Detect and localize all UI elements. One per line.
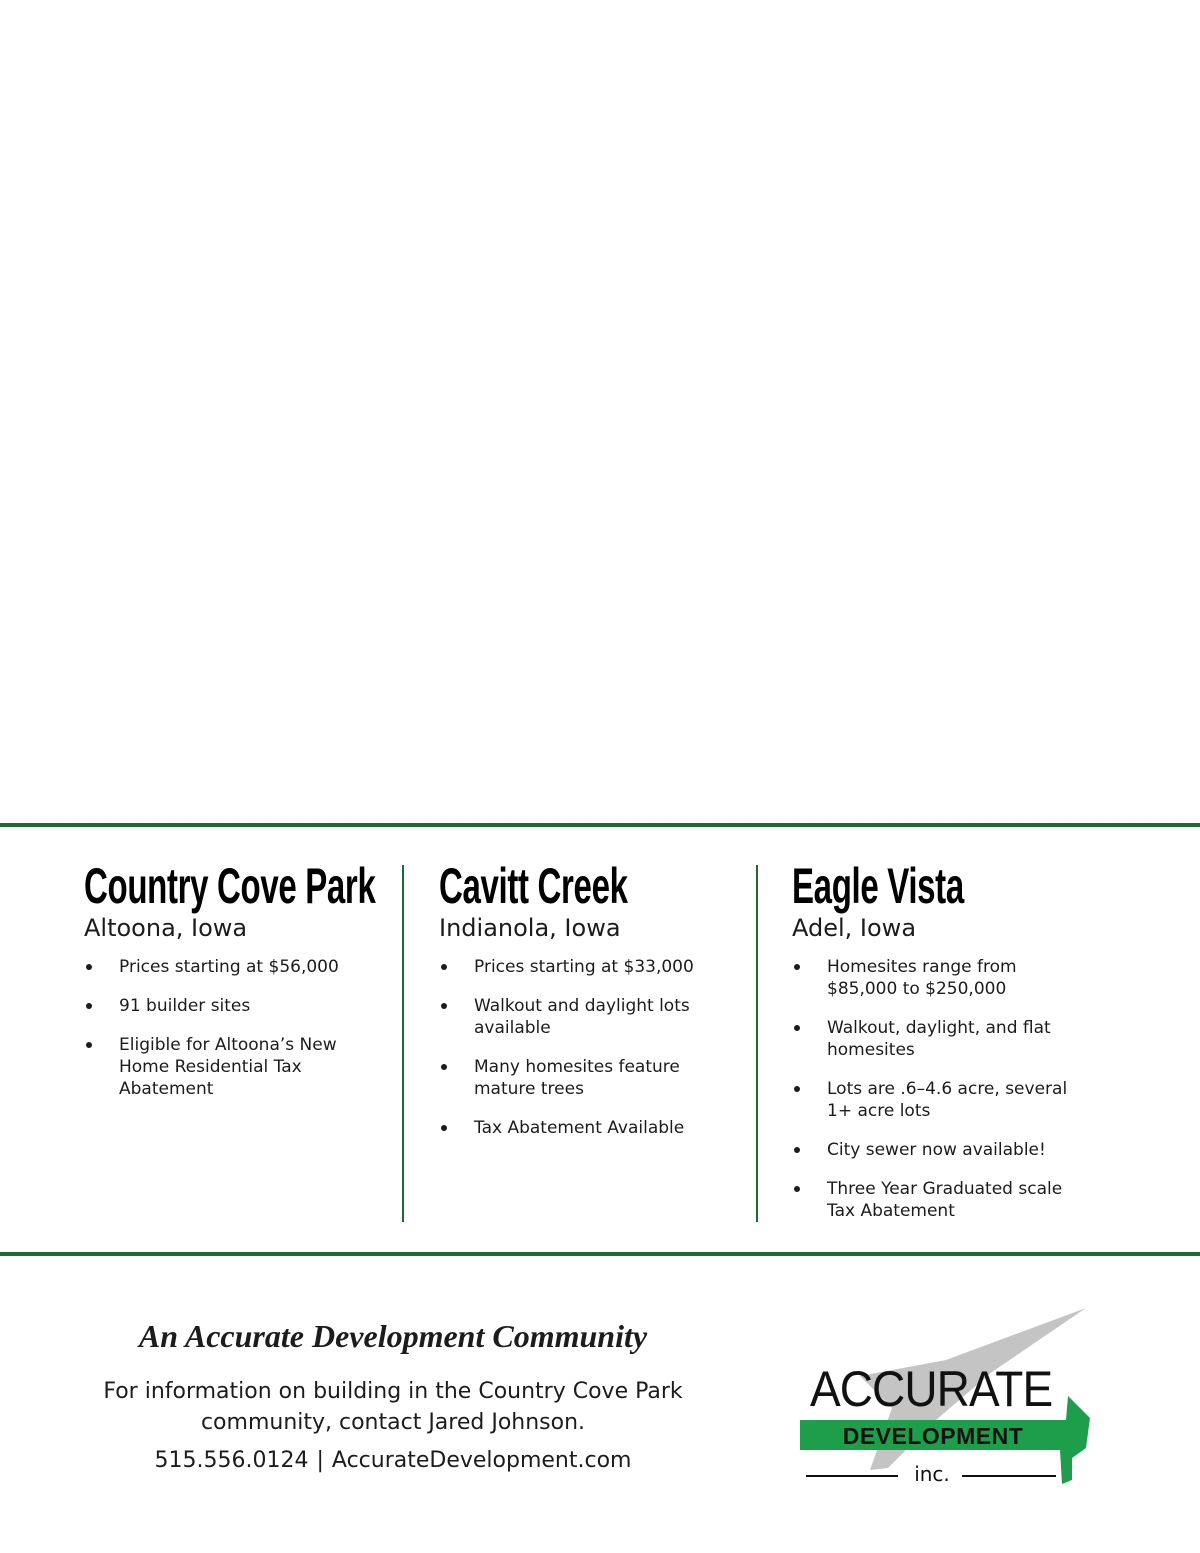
bullet-icon [441, 964, 447, 970]
website-link[interactable]: AccurateDevelopment.com [331, 1448, 632, 1473]
community-location: Indianola, Iowa [439, 914, 621, 942]
feature-item: Tax Abatement Available [439, 1117, 724, 1139]
contact-line [60, 1446, 726, 1476]
bullet-icon [794, 1186, 800, 1192]
bottom-divider-rule [0, 1252, 1200, 1256]
feature-item: Many homesites feature mature trees [439, 1056, 724, 1100]
top-divider-rule [0, 823, 1200, 827]
feature-item: Walkout, daylight, and flat homesites [792, 1017, 1077, 1061]
community-column-cavitt-creek [439, 858, 739, 1156]
logo-word-inc: inc. [914, 1462, 950, 1486]
community-name: Cavitt Creek [439, 858, 628, 914]
contact-info-text [60, 1376, 726, 1438]
feature-list [84, 956, 384, 1100]
bullet-icon [86, 964, 92, 970]
logo-word-accurate: ACCURATE [810, 1361, 1053, 1417]
bullet-icon [794, 1147, 800, 1153]
feature-list [792, 956, 1092, 1222]
phone-number: 515.556.0124 [154, 1448, 309, 1473]
community-column-country-cove-park [84, 858, 384, 1117]
feature-item: Homesites range from $85,000 to $250,000 [792, 956, 1077, 1000]
bullet-icon [794, 1025, 800, 1031]
bullet-icon [441, 1064, 447, 1070]
feature-item: Prices starting at $33,000 [439, 956, 724, 978]
contact-separator: | [316, 1448, 324, 1473]
feature-item: 91 builder sites [84, 995, 369, 1017]
community-name: Country Cove Park [84, 858, 376, 914]
community-location: Altoona, Iowa [84, 914, 248, 942]
bullet-icon [86, 1003, 92, 1009]
feature-item: Prices starting at $56,000 [84, 956, 369, 978]
community-name: Eagle Vista [792, 858, 964, 914]
feature-item: Three Year Graduated scale Tax Abatement [792, 1178, 1077, 1222]
community-column-eagle-vista [792, 858, 1092, 1239]
bullet-icon [794, 964, 800, 970]
bullet-icon [441, 1125, 447, 1131]
bullet-icon [86, 1042, 92, 1048]
column-divider [402, 865, 404, 1222]
bullet-icon [441, 1003, 447, 1009]
bullet-icon [794, 1086, 800, 1092]
feature-item: Walkout and daylight lots available [439, 995, 724, 1039]
column-divider [756, 865, 758, 1222]
logo-word-development: DEVELOPMENT [842, 1423, 1024, 1449]
accurate-development-logo [796, 1300, 1096, 1490]
feature-item: City sewer now available! [792, 1139, 1077, 1161]
feature-list [439, 956, 739, 1139]
feature-item: Eligible for Altoona’s New Home Residential Tax Abatement [84, 1034, 369, 1100]
feature-item: Lots are .6–4.6 acre, several 1+ acre lots [792, 1078, 1077, 1122]
info-line-2: community, contact Jared Johnson. [200, 1410, 586, 1435]
community-location: Adel, Iowa [792, 914, 917, 942]
community-tagline: An Accurate Development Community [138, 1318, 648, 1354]
info-line-1: For information on building in the Country Cove Park [103, 1379, 683, 1404]
